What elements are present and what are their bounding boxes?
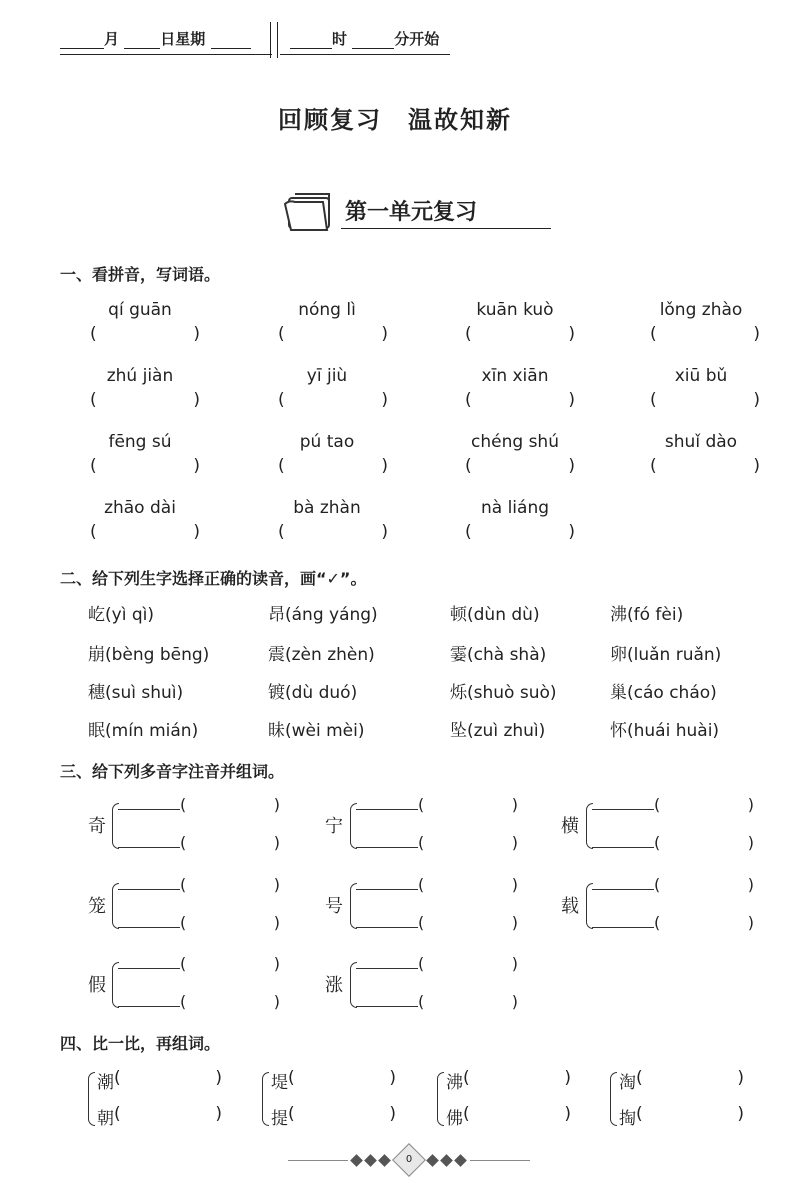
pronunciation-choice[interactable]: 屹(yì qì) — [88, 605, 154, 625]
page-number: 0 — [405, 1154, 413, 1165]
paren-open: ( — [90, 390, 97, 410]
pinyin-blank[interactable] — [118, 968, 180, 969]
word-box[interactable] — [418, 875, 518, 894]
paren-open: ( — [463, 1104, 470, 1124]
pronunciation-choice[interactable]: 昂(áng yáng) — [268, 605, 378, 625]
pinyin-prompt: shuǐ dào — [664, 432, 738, 452]
compare-char: 佛 — [446, 1109, 463, 1129]
paren-close: ) — [193, 390, 200, 410]
paren-close: ) — [511, 954, 518, 973]
footer-ornament — [454, 1154, 467, 1167]
pinyin-prompt: zhú jiàn — [106, 366, 174, 386]
compare-char: 淘 — [619, 1073, 636, 1093]
pinyin-prompt: lǒng zhào — [659, 300, 743, 320]
answer-box[interactable] — [278, 324, 388, 344]
paren-close: ) — [273, 875, 280, 894]
answer-box[interactable] — [90, 390, 200, 410]
compare-item[interactable] — [271, 1068, 396, 1093]
compare-item[interactable] — [446, 1104, 571, 1129]
answer-box[interactable] — [90, 324, 200, 344]
paren-open: ( — [90, 522, 97, 542]
answer-box[interactable] — [90, 522, 200, 542]
footer-line — [470, 1160, 530, 1161]
paren-open: ( — [650, 324, 657, 344]
paren-open: ( — [180, 795, 187, 814]
paren-close: ) — [568, 324, 575, 344]
section-2-heading: 二、给下列生字选择正确的读音，画“✓”。 — [60, 569, 367, 588]
pronunciation-choice[interactable]: 震(zèn zhèn) — [268, 645, 375, 665]
day-blank[interactable] — [124, 32, 160, 49]
paren-open: ( — [465, 456, 472, 476]
paren-close: ) — [193, 324, 200, 344]
word-box[interactable] — [180, 795, 280, 814]
unit-banner — [283, 190, 553, 232]
paren-close: ) — [215, 1068, 222, 1088]
paren-open: ( — [418, 833, 425, 852]
month-label: 月 — [104, 30, 120, 48]
paren-close: ) — [215, 1104, 222, 1124]
pinyin-prompt: xīn xiān — [481, 366, 549, 386]
brace-icon — [88, 1072, 95, 1126]
word-box[interactable] — [418, 913, 518, 932]
paren-open: ( — [654, 795, 661, 814]
paren-open: ( — [465, 390, 472, 410]
pronunciation-choice[interactable]: 眠(mín mián) — [88, 721, 199, 741]
footer-ornament — [426, 1154, 439, 1167]
pinyin-blank[interactable] — [356, 1006, 418, 1007]
paren-open: ( — [278, 324, 285, 344]
paren-open: ( — [114, 1068, 121, 1088]
paren-open: ( — [90, 456, 97, 476]
paren-close: ) — [511, 833, 518, 852]
paren-close: ) — [273, 913, 280, 932]
paren-close: ) — [753, 390, 760, 410]
paren-close: ) — [737, 1104, 744, 1124]
weekday-blank[interactable] — [211, 32, 251, 49]
word-box[interactable] — [654, 875, 754, 894]
paren-open: ( — [636, 1104, 643, 1124]
paren-open: ( — [90, 324, 97, 344]
paren-open: ( — [288, 1104, 295, 1124]
header-underline — [60, 54, 272, 55]
paren-close: ) — [389, 1104, 396, 1124]
polyphone-char: 假 — [88, 975, 106, 996]
hour-blank[interactable] — [290, 32, 332, 49]
paren-close: ) — [273, 795, 280, 814]
polyphone-char: 涨 — [325, 975, 343, 996]
paren-close: ) — [747, 833, 754, 852]
pinyin-prompt: zhāo dài — [104, 498, 176, 518]
pinyin-prompt: yī jiù — [306, 366, 348, 386]
pronunciation-choice[interactable]: 巢(cáo cháo) — [610, 683, 717, 703]
pronunciation-choice[interactable]: 穗(suì shuì) — [88, 683, 184, 703]
paren-open: ( — [180, 913, 187, 932]
paren-close: ) — [511, 795, 518, 814]
pinyin-prompt: qí guān — [108, 300, 172, 320]
compare-item[interactable] — [619, 1104, 744, 1129]
paren-open: ( — [278, 456, 285, 476]
pinyin-prompt: nóng lì — [298, 300, 356, 320]
pronunciation-choice[interactable]: 坠(zuì zhuì) — [450, 721, 546, 741]
paren-close: ) — [568, 522, 575, 542]
answer-box[interactable] — [90, 456, 200, 476]
paren-open: ( — [278, 522, 285, 542]
weekday-label: 日星期 — [160, 30, 206, 48]
header-divider — [277, 22, 278, 58]
pronunciation-choice[interactable]: 怀(huái huài) — [610, 721, 720, 741]
pinyin-prompt: xiū bǔ — [674, 366, 728, 386]
month-blank[interactable] — [60, 32, 104, 49]
answer-box[interactable] — [278, 390, 388, 410]
paren-close: ) — [381, 522, 388, 542]
header-underline — [280, 54, 450, 55]
paren-open: ( — [418, 913, 425, 932]
answer-box[interactable] — [465, 456, 575, 476]
polyphone-char: 宁 — [325, 816, 343, 837]
paren-close: ) — [511, 913, 518, 932]
polyphone-char: 横 — [561, 816, 579, 837]
pinyin-prompt: kuān kuò — [476, 300, 554, 320]
answer-box[interactable] — [465, 390, 575, 410]
paren-open: ( — [654, 913, 661, 932]
compare-item[interactable] — [619, 1068, 744, 1093]
pronunciation-choice[interactable]: 崩(bèng bēng) — [88, 645, 210, 665]
paren-close: ) — [511, 875, 518, 894]
section-3-heading: 三、给下列多音字注音并组词。 — [60, 762, 285, 781]
paren-close: ) — [568, 456, 575, 476]
pinyin-blank[interactable] — [356, 968, 418, 969]
unit-title: 第一单元复习 — [345, 199, 478, 225]
page-number-badge — [392, 1143, 426, 1177]
paren-close: ) — [381, 324, 388, 344]
paren-close: ) — [381, 390, 388, 410]
word-box[interactable] — [654, 833, 754, 852]
compare-item[interactable] — [446, 1068, 571, 1093]
word-box[interactable] — [418, 833, 518, 852]
pinyin-blank[interactable] — [592, 847, 654, 848]
unit-underline — [341, 228, 551, 229]
page-title: 回顾复习 温故知新 — [278, 105, 512, 134]
pinyin-blank[interactable] — [118, 847, 180, 848]
pronunciation-choice[interactable]: 卵(luǎn ruǎn) — [610, 645, 722, 665]
paren-close: ) — [389, 1068, 396, 1088]
polyphone-char: 载 — [561, 896, 579, 917]
polyphone-char: 奇 — [88, 816, 106, 837]
paren-open: ( — [180, 875, 187, 894]
pronunciation-choice[interactable]: 昧(wèi mèi) — [268, 721, 365, 741]
paren-open: ( — [650, 390, 657, 410]
folder-icon — [283, 190, 339, 234]
pinyin-blank[interactable] — [118, 889, 180, 890]
compare-char: 提 — [271, 1109, 288, 1129]
pinyin-prompt: chéng shú — [471, 432, 559, 452]
footer-ornament — [364, 1154, 377, 1167]
paren-open: ( — [654, 875, 661, 894]
paren-open: ( — [288, 1068, 295, 1088]
paren-close: ) — [511, 992, 518, 1011]
paren-open: ( — [180, 992, 187, 1011]
pronunciation-choice[interactable]: 霎(chà shà) — [450, 645, 547, 665]
answer-box[interactable] — [465, 522, 575, 542]
paren-close: ) — [568, 390, 575, 410]
compare-char: 潮 — [97, 1073, 114, 1093]
paren-close: ) — [737, 1068, 744, 1088]
paren-open: ( — [650, 456, 657, 476]
paren-close: ) — [193, 522, 200, 542]
paren-open: ( — [463, 1068, 470, 1088]
pinyin-prompt: pú tao — [299, 432, 355, 452]
paren-open: ( — [278, 390, 285, 410]
answer-box[interactable] — [465, 324, 575, 344]
pinyin-prompt: bà zhàn — [293, 498, 361, 518]
paren-close: ) — [273, 954, 280, 973]
pronunciation-choice[interactable]: 顿(dùn dù) — [450, 605, 540, 625]
pinyin-blank[interactable] — [356, 847, 418, 848]
paren-open: ( — [180, 954, 187, 973]
pinyin-blank[interactable] — [356, 809, 418, 810]
brace-icon — [262, 1072, 269, 1126]
compare-item[interactable] — [97, 1068, 222, 1093]
word-box[interactable] — [418, 795, 518, 814]
answer-box[interactable] — [650, 456, 760, 476]
paren-close: ) — [747, 913, 754, 932]
word-box[interactable] — [418, 954, 518, 973]
word-box[interactable] — [418, 992, 518, 1011]
answer-box[interactable] — [650, 390, 760, 410]
brace-icon — [610, 1072, 617, 1126]
compare-char: 堤 — [271, 1073, 288, 1093]
paren-close: ) — [747, 795, 754, 814]
pinyin-blank[interactable] — [592, 927, 654, 928]
word-box[interactable] — [654, 913, 754, 932]
footer-ornament — [350, 1154, 363, 1167]
paren-open: ( — [418, 795, 425, 814]
paren-close: ) — [273, 992, 280, 1011]
compare-char: 掏 — [619, 1109, 636, 1129]
paren-open: ( — [654, 833, 661, 852]
pronunciation-choice[interactable]: 沸(fó fèi) — [610, 605, 684, 625]
pinyin-blank[interactable] — [356, 927, 418, 928]
paren-close: ) — [753, 456, 760, 476]
word-box[interactable] — [180, 954, 280, 973]
word-box[interactable] — [180, 875, 280, 894]
footer-ornament — [378, 1154, 391, 1167]
answer-box[interactable] — [278, 522, 388, 542]
pronunciation-choice[interactable]: 镀(dù duó) — [268, 683, 358, 703]
footer-ornament — [440, 1154, 453, 1167]
paren-close: ) — [381, 456, 388, 476]
answer-box[interactable] — [650, 324, 760, 344]
paren-close: ) — [193, 456, 200, 476]
paren-open: ( — [180, 833, 187, 852]
word-box[interactable] — [180, 833, 280, 852]
header-divider — [270, 22, 271, 58]
compare-char: 朝 — [97, 1109, 114, 1129]
pinyin-blank[interactable] — [118, 1006, 180, 1007]
minute-blank[interactable] — [352, 32, 394, 49]
paren-close: ) — [564, 1104, 571, 1124]
paren-open: ( — [465, 324, 472, 344]
pinyin-prompt: fēng sú — [108, 432, 172, 452]
compare-item[interactable] — [271, 1104, 396, 1129]
paren-open: ( — [418, 875, 425, 894]
word-box[interactable] — [654, 795, 754, 814]
paren-close: ) — [273, 833, 280, 852]
pinyin-blank[interactable] — [118, 927, 180, 928]
pinyin-blank[interactable] — [592, 809, 654, 810]
compare-char: 沸 — [446, 1073, 463, 1093]
brace-icon — [437, 1072, 444, 1126]
minute-label: 分开始 — [394, 30, 440, 48]
paren-close: ) — [753, 324, 760, 344]
hour-label: 时 — [332, 30, 348, 48]
paren-open: ( — [114, 1104, 121, 1124]
paren-open: ( — [418, 954, 425, 973]
paren-open: ( — [418, 992, 425, 1011]
section-1-heading: 一、看拼音，写词语。 — [60, 265, 221, 284]
pinyin-blank[interactable] — [592, 889, 654, 890]
polyphone-char: 笼 — [88, 896, 106, 917]
paren-open: ( — [636, 1068, 643, 1088]
answer-box[interactable] — [278, 456, 388, 476]
pinyin-prompt: nà liáng — [480, 498, 550, 518]
compare-item[interactable] — [97, 1104, 222, 1129]
section-4-heading: 四、比一比，再组词。 — [60, 1034, 221, 1053]
polyphone-char: 号 — [325, 896, 343, 917]
word-box[interactable] — [180, 913, 280, 932]
pinyin-blank[interactable] — [356, 889, 418, 890]
pinyin-blank[interactable] — [118, 809, 180, 810]
footer-line — [288, 1160, 348, 1161]
paren-close: ) — [747, 875, 754, 894]
paren-open: ( — [465, 522, 472, 542]
pronunciation-choice[interactable]: 烁(shuò suò) — [450, 683, 557, 703]
paren-close: ) — [564, 1068, 571, 1088]
word-box[interactable] — [180, 992, 280, 1011]
